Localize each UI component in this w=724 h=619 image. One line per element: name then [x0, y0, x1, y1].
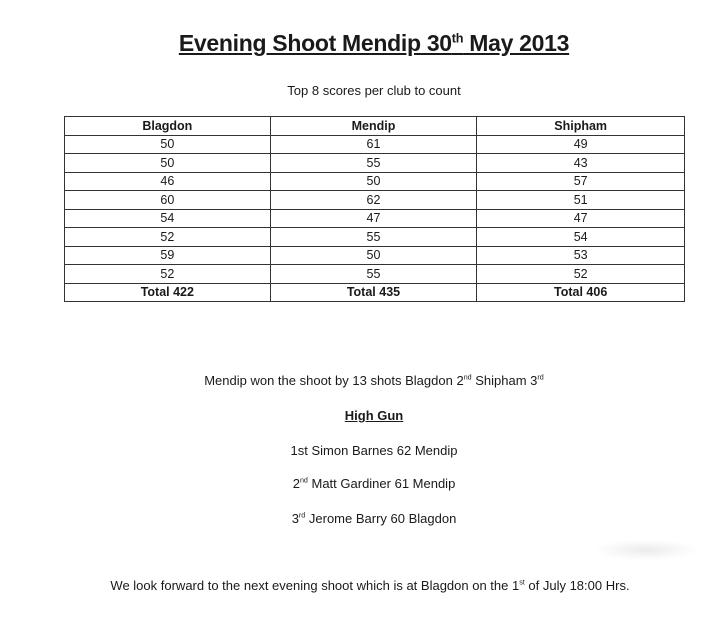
- high-gun-third-sup: rd: [298, 511, 306, 520]
- high-gun-heading-line: [0, 408, 724, 423]
- score-cell-mendip: 61: [270, 135, 477, 154]
- high-gun-third-rank: 3: [291, 511, 299, 526]
- title-superscript: th: [451, 31, 464, 46]
- score-cell-mendip: 55: [270, 228, 477, 247]
- column-header-mendip: Mendip: [270, 117, 477, 136]
- score-cell-mendip: 55: [270, 154, 477, 173]
- table-body: [65, 135, 685, 283]
- score-cell-blagdon: 60: [65, 191, 271, 210]
- score-cell-mendip: 50: [270, 246, 477, 265]
- score-cell-shipham: 51: [477, 191, 685, 210]
- table-header-row: [65, 117, 685, 136]
- score-cell-shipham: 57: [477, 172, 685, 191]
- result-line: [0, 373, 724, 388]
- score-cell-blagdon: 50: [65, 135, 271, 154]
- table-row: [65, 228, 685, 247]
- high-gun-second-sup: nd: [299, 476, 308, 485]
- result-superscript-2nd: nd: [463, 373, 472, 382]
- score-cell-shipham: 49: [477, 135, 685, 154]
- table-row: [65, 191, 685, 210]
- score-cell-mendip: 50: [270, 172, 477, 191]
- scores-table: [64, 116, 685, 302]
- table-row: [65, 246, 685, 265]
- high-gun-second-name: Matt Gardiner 61 Mendip: [307, 476, 456, 491]
- high-gun-second-rank: 2: [292, 476, 300, 491]
- footer-line: [0, 578, 724, 593]
- title-text-end: May 2013: [463, 30, 570, 56]
- score-cell-shipham: 52: [477, 265, 685, 284]
- score-cell-shipham: 47: [477, 209, 685, 228]
- score-cell-shipham: 43: [477, 154, 685, 173]
- total-mendip: Total 435: [270, 283, 477, 302]
- total-shipham: Total 406: [477, 283, 685, 302]
- table-row: [65, 154, 685, 173]
- table-row: [65, 265, 685, 284]
- score-cell-shipham: 53: [477, 246, 685, 265]
- footer-text-end: of July 18:00 Hrs.: [524, 578, 630, 593]
- result-text: Mendip won the shoot by 13 shots Blagdon 2: [204, 373, 464, 388]
- score-cell-mendip: 47: [270, 209, 477, 228]
- high-gun-third-name: Jerome Barry 60 Blagdon: [305, 511, 457, 526]
- result-superscript-3rd: rd: [537, 373, 544, 382]
- document-title: [0, 30, 724, 57]
- title-text: Evening Shoot Mendip 30: [178, 30, 452, 56]
- totals-row: [65, 283, 685, 302]
- table-row: [65, 172, 685, 191]
- high-gun-heading: High Gun: [344, 408, 404, 423]
- score-cell-shipham: 54: [477, 228, 685, 247]
- score-cell-blagdon: 52: [65, 228, 271, 247]
- score-cell-mendip: 55: [270, 265, 477, 284]
- footer-superscript: st: [519, 578, 525, 587]
- score-cell-blagdon: 46: [65, 172, 271, 191]
- column-header-shipham: Shipham: [477, 117, 685, 136]
- footer-text: We look forward to the next evening shoot which is at Blagdon on the 1: [110, 578, 520, 593]
- score-cell-blagdon: 52: [65, 265, 271, 284]
- table-row: [65, 135, 685, 154]
- column-header-blagdon: Blagdon: [65, 117, 271, 136]
- table-row: [65, 209, 685, 228]
- high-gun-first: 1st Simon Barnes 62 Mendip: [290, 443, 458, 458]
- score-cell-blagdon: 54: [65, 209, 271, 228]
- high-gun-second: [0, 476, 724, 491]
- scan-smudge: [596, 540, 696, 560]
- high-gun-third: [0, 511, 724, 526]
- score-cell-blagdon: 59: [65, 246, 271, 265]
- result-text-shipham: Shipham 3: [471, 373, 538, 388]
- subtitle: Top 8 scores per club to count: [287, 83, 461, 98]
- total-blagdon: Total 422: [65, 283, 271, 302]
- score-cell-blagdon: 50: [65, 154, 271, 173]
- score-cell-mendip: 62: [270, 191, 477, 210]
